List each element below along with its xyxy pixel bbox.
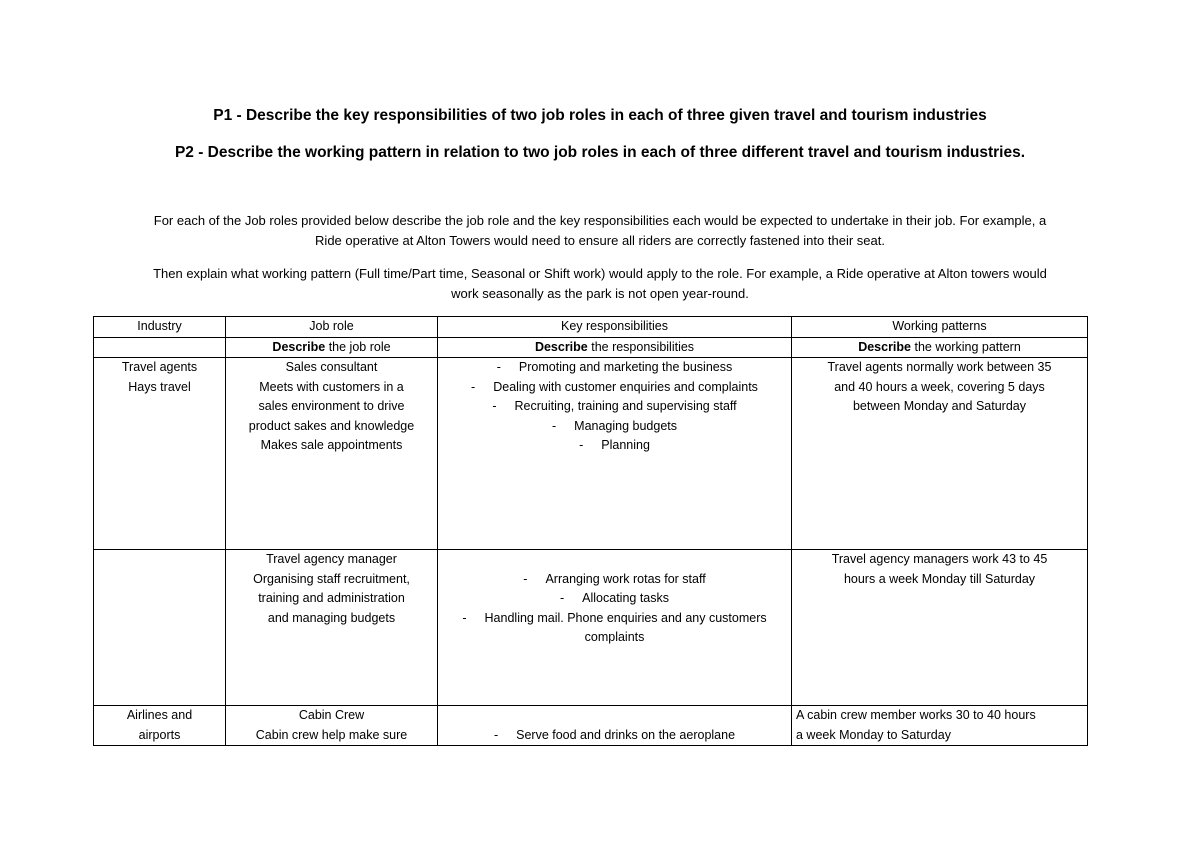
subheader-text: the working pattern <box>911 339 1021 354</box>
subheader-empty <box>94 337 226 358</box>
cell-industry <box>94 358 226 550</box>
job-role-line: Cabin Crew <box>298 708 365 722</box>
subheader-job-role <box>226 337 438 358</box>
heading-p1: P1 - Describe the key responsibilities of two job roles in each of three given travel and tourism industries <box>213 107 987 124</box>
job-roles-table <box>93 316 1088 746</box>
subheader-working-pattern <box>792 337 1088 358</box>
pattern-line: A cabin crew member works 30 to 40 hours <box>796 708 1036 722</box>
list-item: - Recruiting, training and supervising staff <box>442 397 787 417</box>
describe-label: Describe <box>272 339 326 354</box>
describe-label: Describe <box>534 339 588 354</box>
subheader-text: the responsibilities <box>587 339 695 354</box>
pattern-line: a week Monday to Saturday <box>796 727 951 742</box>
job-role-line: Organising staff recruitment, <box>253 571 410 586</box>
intro-paragraph-1 <box>100 211 1100 251</box>
job-role-line: Cabin crew help make sure <box>255 727 408 742</box>
table-row <box>94 550 1088 706</box>
job-role-line: training and administration <box>258 591 405 605</box>
table-row <box>94 358 1088 550</box>
list-item: - Handling mail. Phone enquiries and any customers complaints <box>442 609 787 648</box>
spacer <box>442 550 787 570</box>
cell-working-pattern <box>792 550 1088 706</box>
subheader-text: the job role <box>325 339 391 354</box>
intro-line: For each of the Job roles provided below describe the job role and the key responsibilities each would be expected to undertake in their job. For example, a <box>153 213 1047 228</box>
cell-industry <box>94 550 226 706</box>
job-role-line: Makes sale appointments <box>260 438 403 452</box>
header-job-role: Job role <box>226 317 438 338</box>
intro-line: Ride operative at Alton Towers would need to ensure all riders are correctly fastened into their seat. <box>315 233 885 248</box>
cell-industry <box>94 706 226 746</box>
cell-job-role <box>226 550 438 706</box>
job-role-line: Sales consultant <box>285 360 378 374</box>
list-item: - Arranging work rotas for staff <box>442 570 787 590</box>
list-item: - Promoting and marketing the business <box>442 358 787 378</box>
job-role-line: product sakes and knowledge <box>248 418 415 433</box>
cell-job-role <box>226 358 438 550</box>
table-subheader-row <box>94 337 1088 358</box>
intro-paragraph-2 <box>100 264 1100 304</box>
cell-working-pattern <box>792 706 1088 746</box>
pattern-line: Travel agents normally work between 35 <box>827 360 1052 374</box>
pattern-line: Travel agency managers work 43 to 45 <box>831 552 1048 566</box>
cell-working-pattern <box>792 358 1088 550</box>
subheader-responsibilities <box>438 337 792 358</box>
job-role-line: Travel agency manager <box>266 552 397 566</box>
table-row <box>94 706 1088 746</box>
spacer <box>442 706 787 726</box>
intro-line: work seasonally as the park is not open year-round. <box>451 286 749 301</box>
pattern-line: hours a week Monday till Saturday <box>843 571 1036 586</box>
cell-responsibilities <box>438 358 792 550</box>
job-role-line: Meets with customers in a <box>259 379 404 394</box>
cell-job-role <box>226 706 438 746</box>
list-item: - Dealing with customer enquiries and complaints <box>442 378 787 398</box>
responsibilities-list <box>442 358 787 456</box>
industry-line: airports <box>138 727 181 742</box>
pattern-line: and 40 hours a week, covering 5 days <box>834 379 1045 394</box>
job-role-line: sales environment to drive <box>258 399 405 413</box>
table-header-row <box>94 317 1088 338</box>
cell-responsibilities <box>438 550 792 706</box>
industry-line: Airlines and <box>126 708 193 722</box>
list-item: - Planning <box>442 436 787 456</box>
header-key-responsibilities: Key responsibilities <box>438 317 792 338</box>
header-industry: Industry <box>94 317 226 338</box>
cell-responsibilities <box>438 706 792 746</box>
list-item: - Allocating tasks <box>442 589 787 609</box>
list-item: - Managing budgets <box>442 417 787 437</box>
list-item: - Serve food and drinks on the aeroplane <box>442 726 787 746</box>
industry-line: Travel agents <box>121 360 198 374</box>
industry-line: Hays travel <box>128 379 191 394</box>
describe-label: Describe <box>858 339 911 354</box>
pattern-line: between Monday and Saturday <box>852 399 1027 413</box>
responsibilities-list <box>442 726 787 746</box>
heading-p2: P2 - Describe the working pattern in relation to two job roles in each of three different travel and tourism industries. <box>174 144 1026 161</box>
job-role-line: and managing budgets <box>267 610 396 625</box>
intro-line: Then explain what working pattern (Full time/Part time, Seasonal or Shift work) would apply to the role. For example, a Ride operative at Alton towers would <box>153 266 1047 281</box>
header-working-patterns: Working patterns <box>792 317 1088 338</box>
responsibilities-list <box>442 570 787 648</box>
